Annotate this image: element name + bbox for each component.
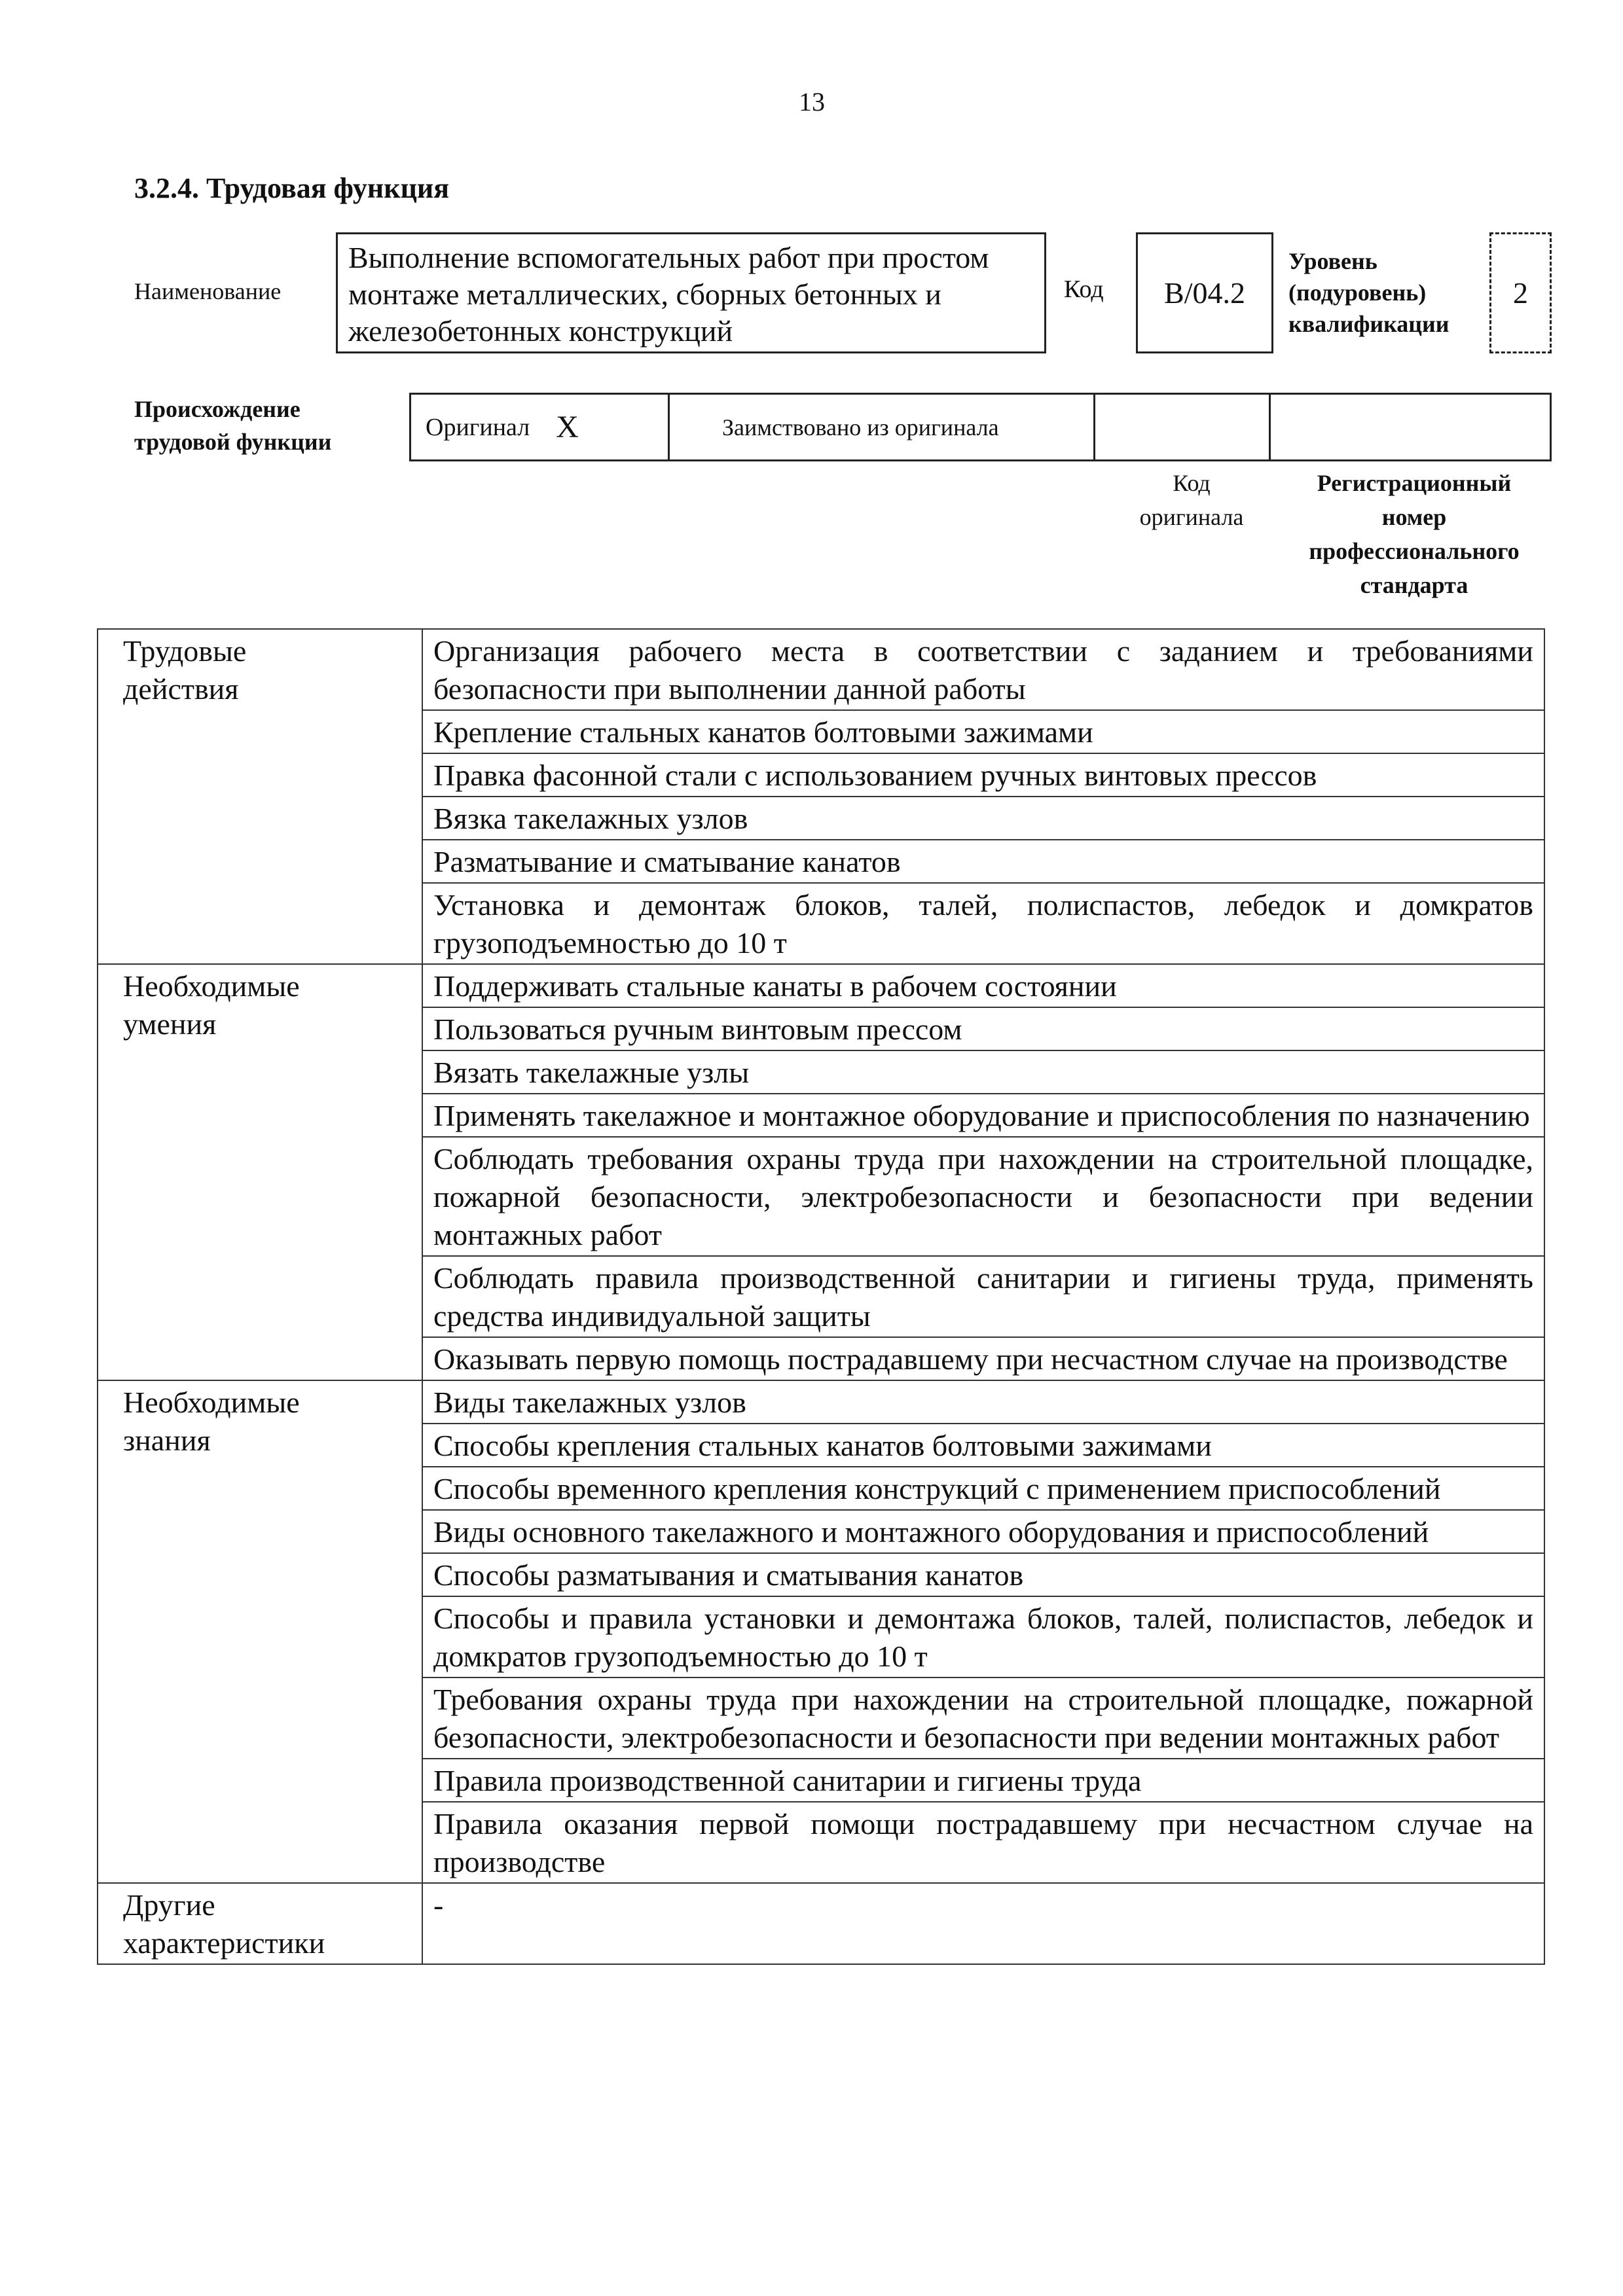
borrowed-label: Заимствовано из оригинала — [670, 395, 1095, 459]
knowledge-item: Способы временного крепления конструкций с применением приспособлений — [422, 1467, 1544, 1510]
skills-label-line1: Необходимые — [123, 969, 300, 1003]
skill-item: Применять такелажное и монтажное оборудование и приспособления по назначению — [422, 1094, 1544, 1137]
original-code-cell — [1095, 395, 1271, 459]
actions-label — [98, 629, 422, 964]
knowledge-label — [98, 1380, 422, 1883]
knowledge-item: Правила оказания первой помощи пострадавшему при несчастном случае на производстве — [422, 1802, 1544, 1883]
knowledge-item: Способы и правила установки и демонтажа блоков, талей, полиспастов, лебедок и домкратов грузоподъемностью до 10 т — [422, 1596, 1544, 1677]
other-label-line2: характеристики — [123, 1926, 325, 1960]
skill-item: Соблюдать правила производственной санитарии и гигиены труда, применять средства индивидуальной защиты — [422, 1256, 1544, 1337]
table-row — [98, 1883, 1544, 1964]
actions-label-line1: Трудовые — [123, 634, 247, 668]
level-label — [1288, 245, 1450, 340]
actions-label-line2: действия — [123, 672, 239, 706]
knowledge-item: Виды такелажных узлов — [422, 1380, 1544, 1424]
origin-label — [134, 393, 331, 458]
function-table — [97, 628, 1545, 1965]
code-label: Код — [1064, 276, 1104, 303]
caption-reg-line4: стандарта — [1360, 572, 1468, 598]
other-label — [98, 1883, 422, 1964]
skills-label — [98, 964, 422, 1380]
table-row — [98, 1380, 1544, 1424]
other-value: - — [422, 1883, 1544, 1964]
original-mark: Х — [556, 410, 579, 444]
level-label-line3: квалификации — [1288, 311, 1450, 337]
origin-label-line1: Происхождение — [134, 396, 301, 422]
action-item: Разматывание и сматывание канатов — [422, 840, 1544, 883]
level-label-line2: (подуровень) — [1288, 279, 1427, 306]
caption-reg-line3: профессионального — [1309, 538, 1520, 564]
skill-item: Соблюдать требования охраны труда при нахождении на строительной площадке, пожарной безопасности, электробезопасности и безопасности при ведении монтажных работ — [422, 1137, 1544, 1256]
skills-label-line2: умения — [123, 1007, 217, 1041]
name-value: Выполнение вспомогательных работ при простом монтаже металлических, сборных бетонных и железобетонных конструкций — [336, 232, 1046, 353]
caption-reg-line1: Регистрационный — [1317, 470, 1512, 496]
skill-item: Оказывать первую помощь пострадавшему при несчастном случае на производстве — [422, 1337, 1544, 1380]
knowledge-label-line2: знания — [123, 1424, 211, 1457]
knowledge-item: Способы разматывания и сматывания канатов — [422, 1553, 1544, 1596]
registration-number-cell — [1271, 395, 1550, 459]
table-row — [98, 629, 1544, 710]
table-row — [98, 964, 1544, 1007]
level-value: 2 — [1489, 232, 1552, 353]
original-label: Оригинал — [426, 413, 530, 441]
action-item: Правка фасонной стали с использованием ручных винтовых прессов — [422, 753, 1544, 797]
level-label-line1: Уровень — [1288, 248, 1377, 274]
skill-item: Вязать такелажные узлы — [422, 1050, 1544, 1094]
knowledge-label-line1: Необходимые — [123, 1386, 300, 1419]
caption-original-code — [1100, 466, 1283, 534]
knowledge-item: Виды основного такелажного и монтажного оборудования и приспособлений — [422, 1510, 1544, 1553]
knowledge-item: Требования охраны труда при нахождении на строительной площадке, пожарной безопасности, электробезопасности и безопасности при ведении монтажных работ — [422, 1677, 1544, 1759]
action-item: Организация рабочего места в соответствии с заданием и требованиями безопасности при выполнении данной работы — [422, 629, 1544, 710]
skill-item: Пользоваться ручным винтовым прессом — [422, 1007, 1544, 1050]
action-item: Вязка такелажных узлов — [422, 797, 1544, 840]
action-item: Крепление стальных канатов болтовыми зажимами — [422, 710, 1544, 753]
section-title: 3.2.4. Трудовая функция — [134, 172, 450, 204]
knowledge-item: Правила производственной санитарии и гигиены труда — [422, 1759, 1544, 1802]
origin-label-line2: трудовой функции — [134, 429, 332, 455]
caption-code-line1: Код — [1173, 470, 1211, 496]
knowledge-item: Способы крепления стальных канатов болтовыми зажимами — [422, 1424, 1544, 1467]
caption-registration-number — [1283, 466, 1545, 602]
name-label: Наименование — [134, 278, 282, 304]
code-value: В/04.2 — [1136, 232, 1273, 353]
page-number: 13 — [799, 87, 825, 117]
caption-code-line2: оригинала — [1139, 504, 1244, 530]
original-cell — [411, 395, 670, 459]
caption-reg-line2: номер — [1381, 504, 1447, 530]
other-label-line1: Другие — [123, 1888, 215, 1922]
skill-item: Поддерживать стальные канаты в рабочем состоянии — [422, 964, 1544, 1007]
origin-row — [409, 393, 1552, 461]
action-item: Установка и демонтаж блоков, талей, полиспастов, лебедок и домкратов грузоподъемностью до 10 т — [422, 883, 1544, 964]
